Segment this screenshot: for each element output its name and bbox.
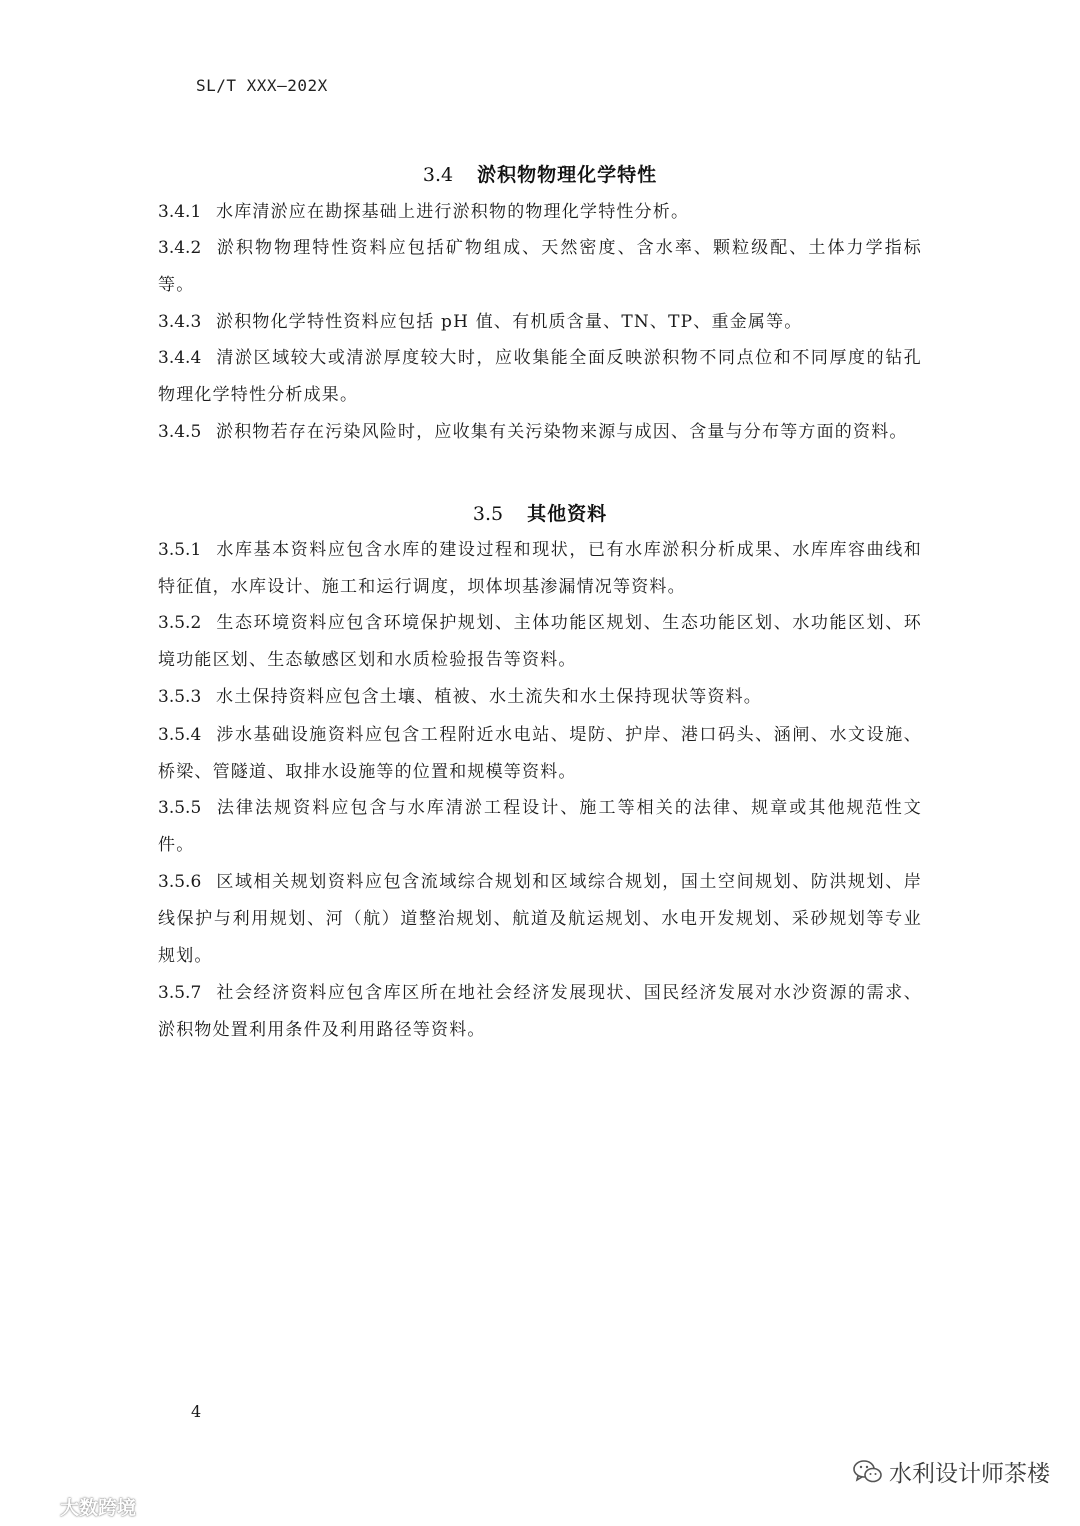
section-heading: 淤积物物理化学特性 — [477, 164, 658, 186]
clause-text: 淤积物物理特性资料应包括矿物组成、天然密度、含水率、颗粒级配、土体力学指标等。 — [158, 238, 922, 295]
clause-text: 淤积物化学特性资料应包括 pH 值、有机质含量、TN、TP、重金属等。 — [216, 312, 803, 332]
clause-3-5-1 — [158, 532, 922, 606]
clause-text: 生态环境资料应包含环境保护规划、主体功能区规划、生态功能区划、水功能区划、环境功能区划、生态敏感区划和水质检验报告等资料。 — [158, 613, 922, 670]
watermark-left-text: 大数跨境 — [60, 1497, 137, 1519]
page-number: 4 — [191, 1402, 202, 1421]
clause-text: 涉水基础设施资料应包含工程附近水电站、堤防、护岸、港口码头、涵闸、水文设施、桥梁、管隧道、取排水设施等的位置和规模等资料。 — [158, 725, 922, 782]
clause-text: 区域相关规划资料应包含流域综合规划和区域综合规划，国土空间规划、防洪规划、岸线保护与利用规划、河（航）道整治规划、航道及航运规划、水电开发规划、采砂规划等专业规划。 — [158, 872, 922, 966]
clause-number: 3.4.3 — [158, 312, 202, 332]
clause-text: 水库基本资料应包含水库的建设过程和现状，已有水库淤积分析成果、水库库容曲线和特征值，水库设计、施工和运行调度，坝体坝基渗漏情况等资料。 — [158, 540, 922, 597]
clause-3-5-3 — [158, 679, 922, 716]
clause-3-4-4 — [158, 340, 922, 414]
clause-number: 3.5.7 — [158, 983, 202, 1003]
brand-watermark — [10, 1493, 136, 1520]
section-heading: 其他资料 — [527, 503, 608, 525]
clause-text: 法律法规资料应包含与水库清淤工程设计、施工等相关的法律、规章或其他规范性文件。 — [158, 798, 922, 855]
clause-number: 3.5.4 — [158, 725, 202, 745]
watermark-right-text: 水利设计师茶楼 — [889, 1461, 1050, 1487]
clause-text: 水库清淤应在勘探基础上进行淤积物的物理化学特性分析。 — [216, 202, 690, 222]
clause-number: 3.5.3 — [158, 687, 202, 707]
clause-text: 清淤区域较大或清淤厚度较大时，应收集能全面反映淤积物不同点位和不同厚度的钻孔物理化学特性分析成果。 — [158, 348, 922, 405]
clause-number: 3.5.1 — [158, 540, 202, 560]
standard-code-header: SL/T XXX—202X — [196, 76, 328, 95]
clause-3-5-5 — [158, 790, 922, 864]
clause-number: 3.5.2 — [158, 613, 202, 633]
clause-3-5-6 — [158, 864, 922, 975]
clause-3-5-2 — [158, 605, 922, 679]
clause-3-4-3 — [158, 304, 922, 341]
clause-number: 3.5.5 — [158, 798, 202, 818]
clause-number: 3.5.6 — [158, 872, 202, 892]
clause-3-5-7 — [158, 975, 922, 1049]
clause-3-5-4 — [158, 717, 922, 791]
clause-text: 社会经济资料应包含库区所在地社会经济发展现状、国民经济发展对水沙资源的需求、淤积物处置利用条件及利用路径等资料。 — [158, 983, 922, 1040]
section-title-3-4 — [0, 160, 1080, 187]
section-number: 3.4 — [422, 164, 454, 186]
clause-text: 水土保持资料应包含土壤、植被、水土流失和水土保持现状等资料。 — [216, 687, 762, 707]
wechat-icon — [853, 1459, 883, 1485]
section-number: 3.5 — [472, 503, 504, 525]
clause-text: 淤积物若存在污染风险时，应收集有关污染物来源与成因、含量与分布等方面的资料。 — [216, 422, 908, 442]
clause-3-4-5 — [158, 414, 922, 451]
clause-3-4-1 — [158, 194, 922, 231]
ring-logo-icon — [10, 1496, 56, 1518]
clause-number: 3.4.1 — [158, 202, 202, 222]
clause-number: 3.4.4 — [158, 348, 202, 368]
wechat-watermark — [853, 1455, 1050, 1488]
clause-3-4-2 — [158, 230, 922, 304]
section-title-3-5 — [0, 499, 1080, 526]
clause-number: 3.4.5 — [158, 422, 202, 442]
clause-number: 3.4.2 — [158, 238, 202, 258]
